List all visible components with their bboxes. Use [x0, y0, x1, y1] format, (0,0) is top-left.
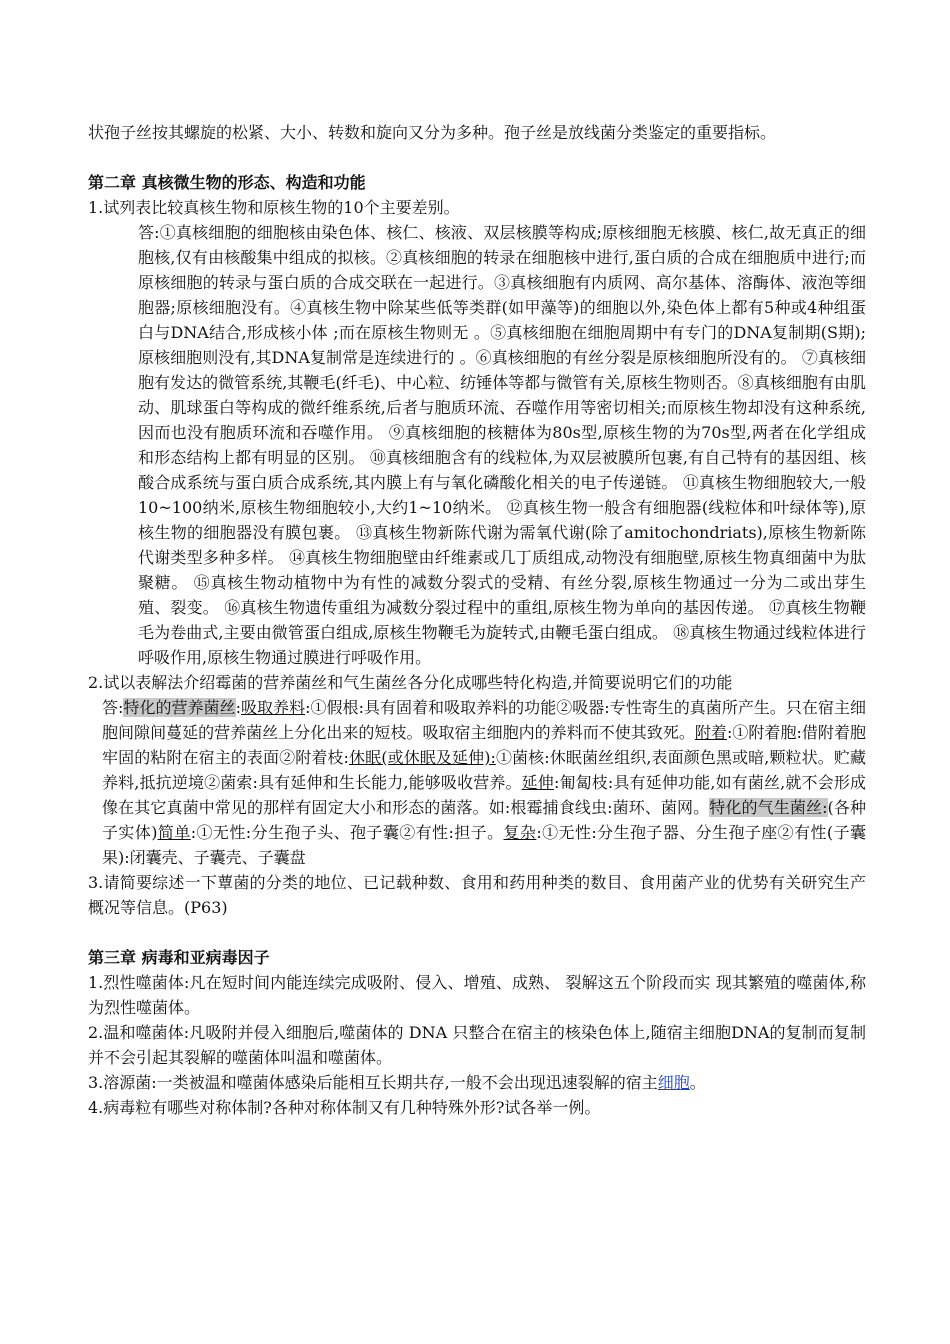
extend-text: :匍匐枝:具有延伸功能,如有菌丝,就不会形成像在其它真菌中常见的那样有固定大小和形态的菌落。如:根霉捕食线虫:菌环、菌网。 — [102, 773, 866, 817]
spacer — [88, 145, 866, 170]
extend-label: 延伸 — [521, 773, 554, 792]
answer-lead: 答: — [102, 698, 124, 717]
vegetative-hyphae-label: 特化的营养菌丝 — [123, 698, 236, 717]
dormant-text: ①菌核:休眠菌丝组织,表面颜色黑或暗,颗粒状。贮藏养料,抵抗逆境②菌索:具有延伸和生长能力,能够吸收营养。 — [102, 748, 866, 792]
attach-text: :①附着胞:借附着胞牢固的粘附在宿主的表面②附着枝: — [102, 723, 866, 767]
dormant-label: 休眠(或休眠及延伸): — [348, 748, 496, 767]
answer-1: 答:①真核细胞的细胞核由染色体、核仁、核液、双层核膜等构成;原核细胞无核膜、核仁,故无真正的细胞核,仅有由核酸集中组成的拟核。②真核细胞的转录在细胞核中进行,蛋白质的合成在细胞质中进行;而原核细胞的转录与蛋白质的合成交联在一起进行。③真核细胞有内质网、高尔基体、溶酶体、液泡等细胞器;原核细胞没有。④真核生物中除某些低等类群(如甲藻等)的细胞以外,染色体上都有5种或4种组蛋白与DNA结合,形成核小体 ;而在原核生物则无 。⑤真核细胞在细胞周期中有专门的DNA复制期(S期);原核细胞则没有,其DNA复制常是连续进行的 。⑥真核细胞的有丝分裂是原核细胞所没有的。 ⑦真核细胞有发达的微管系统,其鞭毛(纤毛)、中心粒、纺锤体等都与微管有关,原核生物则否。⑧真核细胞有由肌动、肌球蛋白等构成的微纤维系统,后者与胞质环流、吞噬作用等密切相关;而原核生物却没有这种系统,因而也没有胞质环流和吞噬作用。 ⑨真核细胞的核糖体为80s型,原核生物的为70s型,两者在化学组成和形态结构上都有明显的区别。 ⑩真核细胞含有的线粒体,为双层被膜所包裹,有自己特有的基因组、核酸合成系统与蛋白质合成系统,其内膜上有与氧化磷酸化相关的电子传递链。 ⑪真核生物细胞较大,一般10~100纳米,原核生物细胞较小,大约1~10纳米。 ⑫真核生物一般含有细胞器(线粒体和叶绿体等),原核生物的细胞器没有膜包裹。 ⑬真核生物新陈代谢为需氧代谢(除了amitochondriats),原核生物新陈代谢类型多种多样。 ⑭真核生物细胞壁由纤维素或几丁质组成,动物没有细胞壁,原核生物真细菌中为肽聚糖。 ⑮真核生物动植物中为有性的减数分裂式的受精、有丝分裂,原核生物通过一分为二或出芽生殖、裂变。 ⑯真核生物遗传重组为减数分裂过程中的重组,原核生物为单向的基因传递。 ⑰真核生物鞭毛为卷曲式,主要由微管蛋白组成,原核生物鞭毛为旋转式,由鞭毛蛋白组成。 ⑱真核生物通过线粒体进行呼吸作用,原核生物通过膜进行呼吸作用。 — [138, 223, 866, 667]
aerial-text: (各种子实体) — [102, 798, 866, 842]
question-1: 1.试列表比较真核生物和原核生物的10个主要差别。 — [88, 198, 460, 217]
chapter-2-title: 第二章 真核微生物的形态、构造和功能 — [88, 173, 366, 192]
answer-2 — [88, 695, 866, 870]
item-2: 2.温和噬菌体:凡吸附并侵入细胞后,噬菌体的 DNA 只整合在宿主的核染色体上,随宿主细胞DNA的复制而复制并不会引起其裂解的噬菌体叫温和噬菌体。 — [88, 1023, 866, 1067]
document-page — [88, 120, 866, 1120]
simple-text: :①无性:分生孢子头、孢子囊②有性:担子。 — [190, 823, 504, 842]
complex-text: :①无性:分生孢子器、分生孢子座②有性(子囊果):闭囊壳、子囊壳、子囊盘 — [102, 823, 866, 867]
item-3-end: 。 — [689, 1073, 706, 1092]
spacer — [88, 920, 866, 945]
absorb-label: 吸取养料 — [240, 698, 306, 717]
item-1: 1.烈性噬菌体:凡在短时间内能连续完成吸附、侵入、增殖、成熟、 裂解这五个阶段而实 现其繁殖的噬菌体,称为烈性噬菌体。 — [88, 973, 866, 1017]
aerial-hyphae-label: 特化的气生菌丝: — [709, 798, 828, 817]
cell-link[interactable]: 细胞 — [657, 1073, 690, 1092]
question-3: 3.请简要综述一下蕈菌的分类的地位、已记载种数、食用和药用种类的数目、食用菌产业的优势有关研究生产概况等信息。(P63) — [88, 873, 866, 917]
intro-paragraph: 状孢子丝按其螺旋的松紧、大小、转数和旋向又分为多种。孢子丝是放线菌分类鉴定的重要指标。 — [88, 123, 777, 142]
attach-label: 附着 — [694, 723, 727, 742]
item-3 — [88, 1070, 866, 1095]
item-3-text: 3.溶源菌:一类被温和噬菌体感染后能相互长期共存,一般不会出现迅速裂解的宿主 — [88, 1073, 658, 1092]
simple-label: 简单 — [157, 823, 191, 842]
item-4: 4.病毒粒有哪些对称体制?各种对称体制又有几种特殊外形?试各举一例。 — [88, 1098, 601, 1117]
chapter-3-title: 第三章 病毒和亚病毒因子 — [88, 948, 270, 967]
complex-label: 复杂 — [503, 823, 537, 842]
colon: : — [235, 698, 241, 717]
absorb-text: :①假根:具有固着和吸取养料的功能②吸器:专性寄生的真菌所产生。只在宿主细胞间隙间蔓延的营养菌丝上分化出来的短枝。吸取宿主细胞内的养料而不使其致死。 — [102, 698, 866, 742]
question-2: 2.试以表解法介绍霉菌的营养菌丝和气生菌丝各分化成哪些特化构造,并简要说明它们的功能 — [88, 673, 733, 692]
